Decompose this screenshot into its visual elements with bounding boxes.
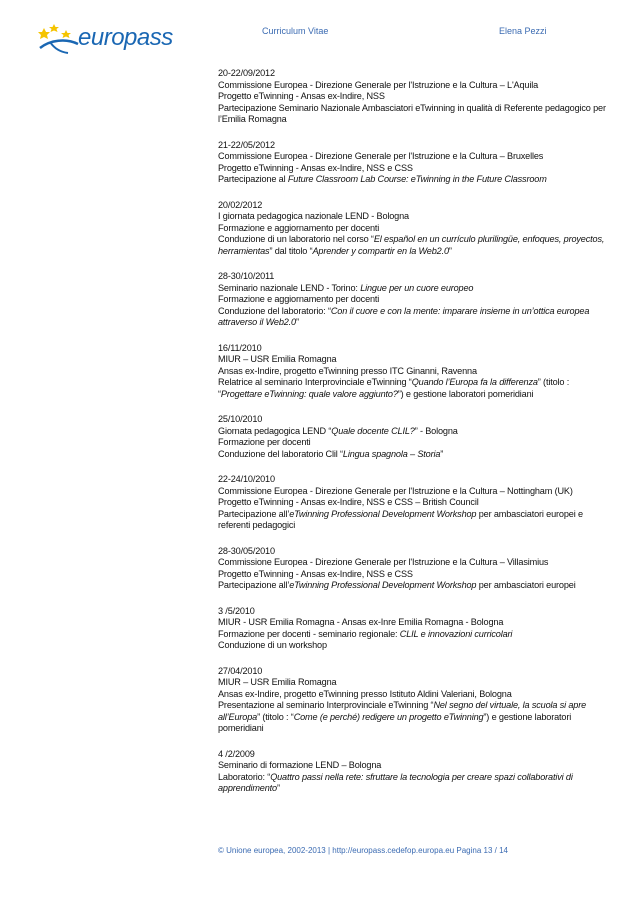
italic-text: CLIL e innovazioni curricolari xyxy=(399,628,513,639)
text-segment: Giornata pedagogica LEND “ xyxy=(218,425,332,436)
europass-logo xyxy=(38,22,178,56)
text-segment: Formazione e aggiornamento per docenti xyxy=(218,294,380,304)
experience-entry xyxy=(218,140,608,186)
text-segment: Commissione Europea - Direzione Generale per l'Istruzione e la Cultura – Villasimius xyxy=(218,557,549,567)
text-segment: Formazione e aggiornamento per docenti xyxy=(218,222,380,233)
text-segment: Progetto eTwinning - Ansas ex-Indire, NSS e CSS xyxy=(218,162,413,173)
text-segment: Commissione Europea - Direzione Generale per l'Istruzione e la Cultura – L'Aquila xyxy=(218,79,538,90)
entry-line xyxy=(218,449,608,461)
text-segment: 25/10/2010 xyxy=(218,414,263,424)
candidate-name: Elena Pezzi xyxy=(499,26,547,36)
entry-line xyxy=(218,772,608,795)
italic-text: Aprender y compartir en la Web2.0 xyxy=(312,245,449,256)
italic-text: Con il cuore e con la mente: imparare insieme in un’ottica europea attraverso il Web2.0 xyxy=(218,305,590,327)
entry-date xyxy=(218,140,608,152)
text-segment: 28-30/10/2011 xyxy=(218,271,275,281)
text-segment: per ambasciatori europei e referenti pedagogici xyxy=(218,508,583,530)
entry-date xyxy=(218,666,608,678)
text-segment: Formazione per docenti xyxy=(218,437,311,447)
entry-line xyxy=(218,760,608,772)
text-segment: Partecipazione Seminario Nazionale Ambasciatori eTwinning in qualità di Referente pedagogico per l’Emilia Romagna xyxy=(218,102,606,124)
entry-line xyxy=(218,426,608,438)
page-footer: © Unione europea, 2002-2013 | http://europass.cedefop.europa.eu Pagina 13 / 14 xyxy=(218,846,508,855)
entry-line xyxy=(218,629,608,641)
entry-line xyxy=(218,640,608,652)
text-segment: MIUR – USR Emilia Romagna xyxy=(218,677,337,687)
text-segment: Seminario di formazione LEND – Bologna xyxy=(218,760,382,770)
entry-line xyxy=(218,354,608,366)
entry-date xyxy=(218,271,608,283)
entry-line xyxy=(218,377,608,400)
text-segment: 16/11/2010 xyxy=(218,342,262,353)
entry-line xyxy=(218,103,608,126)
experience-entry xyxy=(218,606,608,652)
entry-line xyxy=(218,91,608,103)
italic-text: Quale docente CLIL? xyxy=(331,425,415,436)
entry-line xyxy=(218,497,608,509)
entry-line xyxy=(218,677,608,689)
italic-text: eTwinning Professional Development Workshop xyxy=(289,580,477,590)
text-segment: ” xyxy=(448,245,452,256)
entry-line xyxy=(218,151,608,163)
text-segment: Partecipazione all’ xyxy=(218,508,290,519)
text-segment: per ambasciatori europei xyxy=(476,580,576,590)
experience-entry xyxy=(218,343,608,401)
experience-entry xyxy=(218,474,608,532)
entry-line xyxy=(218,283,608,295)
experience-entry xyxy=(218,271,608,329)
entry-line xyxy=(218,223,608,235)
text-segment: Ansas ex-Indire, progetto eTwinning presso ITC Ginanni, Ravenna xyxy=(218,365,477,376)
entry-date xyxy=(218,68,608,80)
entry-date xyxy=(218,749,608,761)
entry-line xyxy=(218,509,608,532)
text-segment: Conduzione di un workshop xyxy=(218,640,327,650)
text-segment: ” (titolo : “ xyxy=(257,711,294,722)
entry-date xyxy=(218,343,608,355)
europass-wordmark: europass xyxy=(78,24,173,51)
italic-text: Quando l’Europa fa la differenza xyxy=(411,377,538,387)
text-segment: Relatrice al seminario Interprovinciale eTwinning “ xyxy=(218,377,412,387)
experience-entry xyxy=(218,666,608,735)
entry-date xyxy=(218,474,608,486)
text-segment: Progetto eTwinning - Ansas ex-Indire, NSS e CSS xyxy=(218,568,413,579)
text-segment: Progetto eTwinning - Ansas ex-Indire, NSS e CSS – British Council xyxy=(218,497,479,507)
text-segment: Commissione Europea - Direzione Generale per l'Istruzione e la Cultura – Bruxelles xyxy=(218,151,544,161)
text-segment: Conduzione di un laboratorio nel corso “ xyxy=(218,234,374,244)
document-title: Curriculum Vitae xyxy=(262,26,329,36)
text-segment: ” xyxy=(295,317,299,327)
entry-line xyxy=(218,617,608,629)
text-segment: ” - Bologna xyxy=(414,425,458,436)
text-segment: ” dal titolo “ xyxy=(269,245,313,256)
entry-line xyxy=(218,163,608,175)
text-segment: ”) e gestione laboratori pomeridiani xyxy=(397,388,534,399)
text-segment: 3 /5/2010 xyxy=(218,605,255,616)
entry-line xyxy=(218,366,608,378)
entry-line xyxy=(218,80,608,92)
text-segment: MIUR – USR Emilia Romagna xyxy=(218,354,337,364)
entry-date xyxy=(218,414,608,426)
entry-line xyxy=(218,486,608,498)
italic-text: Lingua spagnola – Storia xyxy=(342,448,441,459)
text-segment: 20-22/09/2012 xyxy=(218,68,275,78)
experience-entry xyxy=(218,546,608,592)
text-segment: Laboratorio: “ xyxy=(218,771,271,782)
entry-line xyxy=(218,689,608,701)
experience-entry xyxy=(218,68,608,126)
italic-text: Come (e perché) redigere un progetto eTwinning xyxy=(293,711,484,722)
entry-line xyxy=(218,557,608,569)
entry-line xyxy=(218,580,608,592)
experience-entry xyxy=(218,200,608,258)
italic-text: Nel segno del virtuale, la scuola si apre all’Europa xyxy=(218,700,587,722)
text-segment: Conduzione del laboratorio Clil “ xyxy=(218,448,343,459)
text-segment: Partecipazione all’ xyxy=(218,580,290,590)
entry-line xyxy=(218,234,608,257)
text-segment: 21-22/05/2012 xyxy=(218,139,275,150)
text-segment: MIUR - USR Emilia Romagna - Ansas ex-Inre Emilia Romagna - Bologna xyxy=(218,617,504,627)
text-segment: ”) e gestione laboratori pomeridiani xyxy=(218,711,572,733)
text-segment: Conduzione del laboratorio: “ xyxy=(218,305,331,316)
entry-line xyxy=(218,700,608,735)
entry-line xyxy=(218,174,608,186)
text-segment: Ansas ex-Indire, progetto eTwinning presso Istituto Aldini Valeriani, Bologna xyxy=(218,688,512,699)
entry-line xyxy=(218,294,608,306)
text-segment: 27/04/2010 xyxy=(218,665,263,676)
italic-text: Lingue per un cuore europeo xyxy=(360,282,474,293)
entry-line xyxy=(218,437,608,449)
entry-line xyxy=(218,569,608,581)
text-segment: I giornata pedagogica nazionale LEND - Bologna xyxy=(218,211,409,221)
italic-text: Progettare eTwinning: quale valore aggiunto? xyxy=(220,388,398,399)
experience-entry xyxy=(218,414,608,460)
text-segment: 4 /2/2009 xyxy=(218,748,255,759)
text-segment: 22-24/10/2010 xyxy=(218,474,275,484)
entry-date xyxy=(218,606,608,618)
italic-text: Quattro passi nella rete: sfruttare la tecnologia per creare spazi collaborativi di apprendimento xyxy=(218,771,573,793)
europass-star-icon xyxy=(38,22,82,56)
text-segment: ” xyxy=(276,783,280,793)
page-header xyxy=(0,0,638,60)
text-segment: Progetto eTwinning - Ansas ex-Indire, NSS xyxy=(218,91,385,101)
entry-line xyxy=(218,211,608,223)
text-segment: Formazione per docenti - seminario regionale: xyxy=(218,628,400,639)
experience-list xyxy=(218,68,608,809)
text-segment: Commissione Europea - Direzione Generale per l'Istruzione e la Cultura – Nottingham (UK) xyxy=(218,485,573,496)
text-segment: ” (titolo : “ xyxy=(218,377,570,399)
text-segment: 20/02/2012 xyxy=(218,199,263,210)
italic-text: Future Classroom Lab Course: eTwinning in the Future Classroom xyxy=(287,174,547,184)
entry-date xyxy=(218,200,608,212)
italic-text: eTwinning Professional Development Workshop xyxy=(289,508,477,519)
experience-entry xyxy=(218,749,608,795)
italic-text: El español en un currículo plurilingüe, enfoques, proyectos, herramientas xyxy=(218,234,605,256)
text-segment: Seminario nazionale LEND - Torino: xyxy=(218,282,361,293)
text-segment: 28-30/05/2010 xyxy=(218,545,275,556)
text-segment: ” xyxy=(440,448,444,459)
text-segment: Presentazione al seminario Interprovinciale eTwinning “ xyxy=(218,700,434,710)
entry-line xyxy=(218,306,608,329)
entry-date xyxy=(218,546,608,558)
text-segment: Partecipazione al xyxy=(218,174,288,184)
